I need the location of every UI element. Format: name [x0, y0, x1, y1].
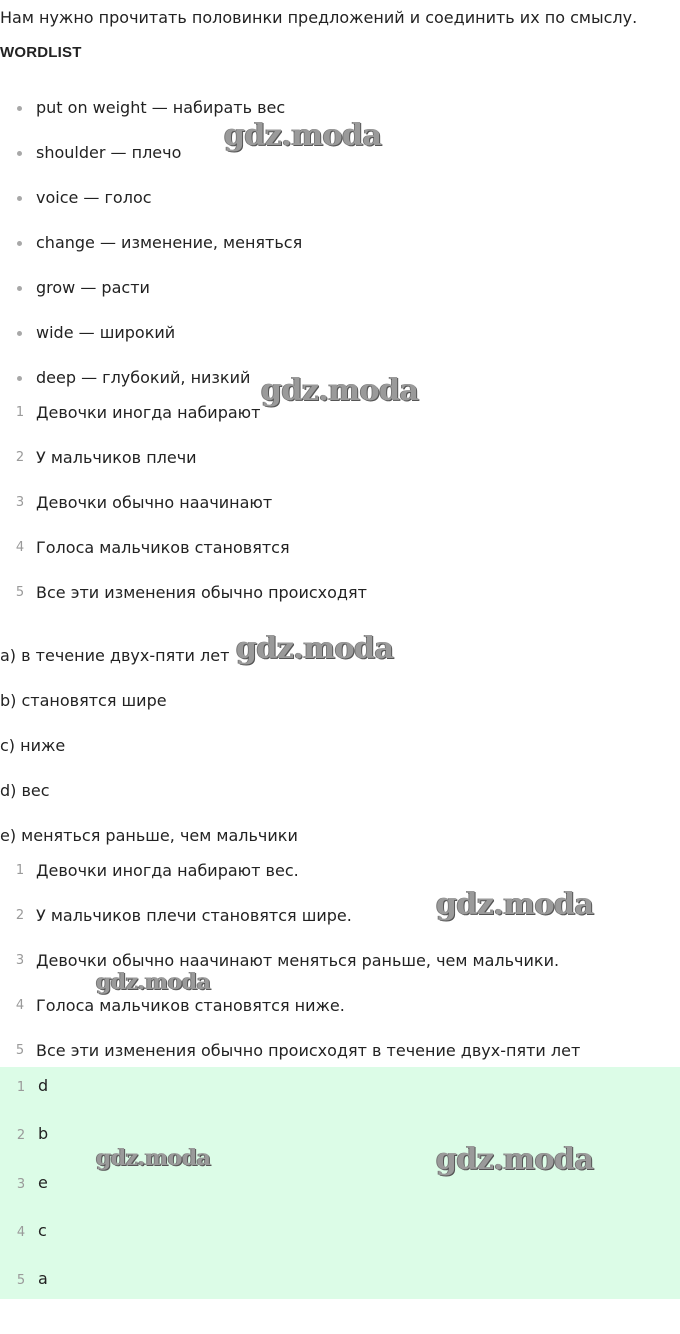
list-item: У мальчиков плечи становятся шире. — [36, 906, 352, 925]
list-item: Все эти изменения обычно происходят в течение двух-пяти лет — [36, 1041, 581, 1060]
list-item: Голоса мальчиков становятся — [36, 538, 290, 557]
list-item: Голоса мальчиков становятся ниже. — [36, 996, 345, 1015]
watermark: gdz.moda — [436, 887, 594, 922]
option-item: b) становятся шире — [0, 691, 167, 710]
list-number: 2 — [15, 450, 25, 465]
watermark: gdz.moda — [236, 631, 394, 666]
answer-value: e — [38, 1173, 48, 1192]
intro-text: Нам нужно прочитать половинки предложений и соединить их по смыслу. — [0, 8, 638, 27]
answer-block — [0, 1067, 680, 1299]
answer-value: c — [38, 1221, 47, 1240]
list-item: Девочки обычно наачинают меняться раньше, чем мальчики. — [36, 951, 560, 970]
bullet-icon — [17, 286, 22, 291]
watermark: gdz.moda — [224, 118, 382, 153]
list-number: 4 — [15, 540, 25, 555]
answer-number: 4 — [16, 1225, 26, 1240]
wordlist-item: deep — глубокий, низкий — [36, 368, 251, 387]
option-item: c) ниже — [0, 736, 66, 755]
wordlist-item: shoulder — плечо — [36, 143, 182, 162]
answer-value: b — [38, 1124, 49, 1143]
list-number: 4 — [15, 998, 25, 1013]
bullet-icon — [17, 106, 22, 111]
answer-number: 1 — [16, 1080, 26, 1095]
watermark: gdz.moda — [436, 1142, 594, 1177]
bullet-icon — [17, 241, 22, 246]
list-item: Девочки иногда набирают — [36, 403, 261, 422]
list-number: 1 — [15, 405, 25, 420]
watermark: gdz.moda — [261, 373, 419, 408]
bullet-icon — [17, 196, 22, 201]
watermark: gdz.moda — [96, 1145, 211, 1171]
answer-value: d — [38, 1076, 49, 1095]
bullet-icon — [17, 331, 22, 336]
answer-number: 5 — [16, 1273, 26, 1288]
wordlist-heading: WORDLIST — [0, 44, 82, 61]
option-item: d) вес — [0, 781, 50, 800]
bullet-icon — [17, 376, 22, 381]
option-item: a) в течение двух-пяти лет — [0, 646, 230, 665]
answer-value: a — [38, 1269, 48, 1288]
list-number: 5 — [15, 1043, 25, 1058]
wordlist-item: voice — голос — [36, 188, 152, 207]
answer-number: 3 — [16, 1177, 26, 1192]
list-item: Девочки иногда набирают вес. — [36, 861, 299, 880]
list-item: Все эти изменения обычно происходят — [36, 583, 367, 602]
answer-number: 2 — [16, 1128, 26, 1143]
wordlist-item: put on weight — набирать вес — [36, 98, 286, 117]
watermark: gdz.moda — [96, 969, 211, 995]
wordlist-item: grow — расти — [36, 278, 150, 297]
bullet-icon — [17, 151, 22, 156]
list-number: 5 — [15, 585, 25, 600]
list-number: 1 — [15, 863, 25, 878]
list-item: У мальчиков плечи — [36, 448, 197, 467]
list-number: 2 — [15, 908, 25, 923]
wordlist-item: change — изменение, меняться — [36, 233, 303, 252]
list-number: 3 — [15, 495, 25, 510]
list-number: 3 — [15, 953, 25, 968]
wordlist-item: wide — широкий — [36, 323, 176, 342]
list-item: Девочки обычно наачинают — [36, 493, 273, 512]
option-item: e) меняться раньше, чем мальчики — [0, 826, 298, 845]
